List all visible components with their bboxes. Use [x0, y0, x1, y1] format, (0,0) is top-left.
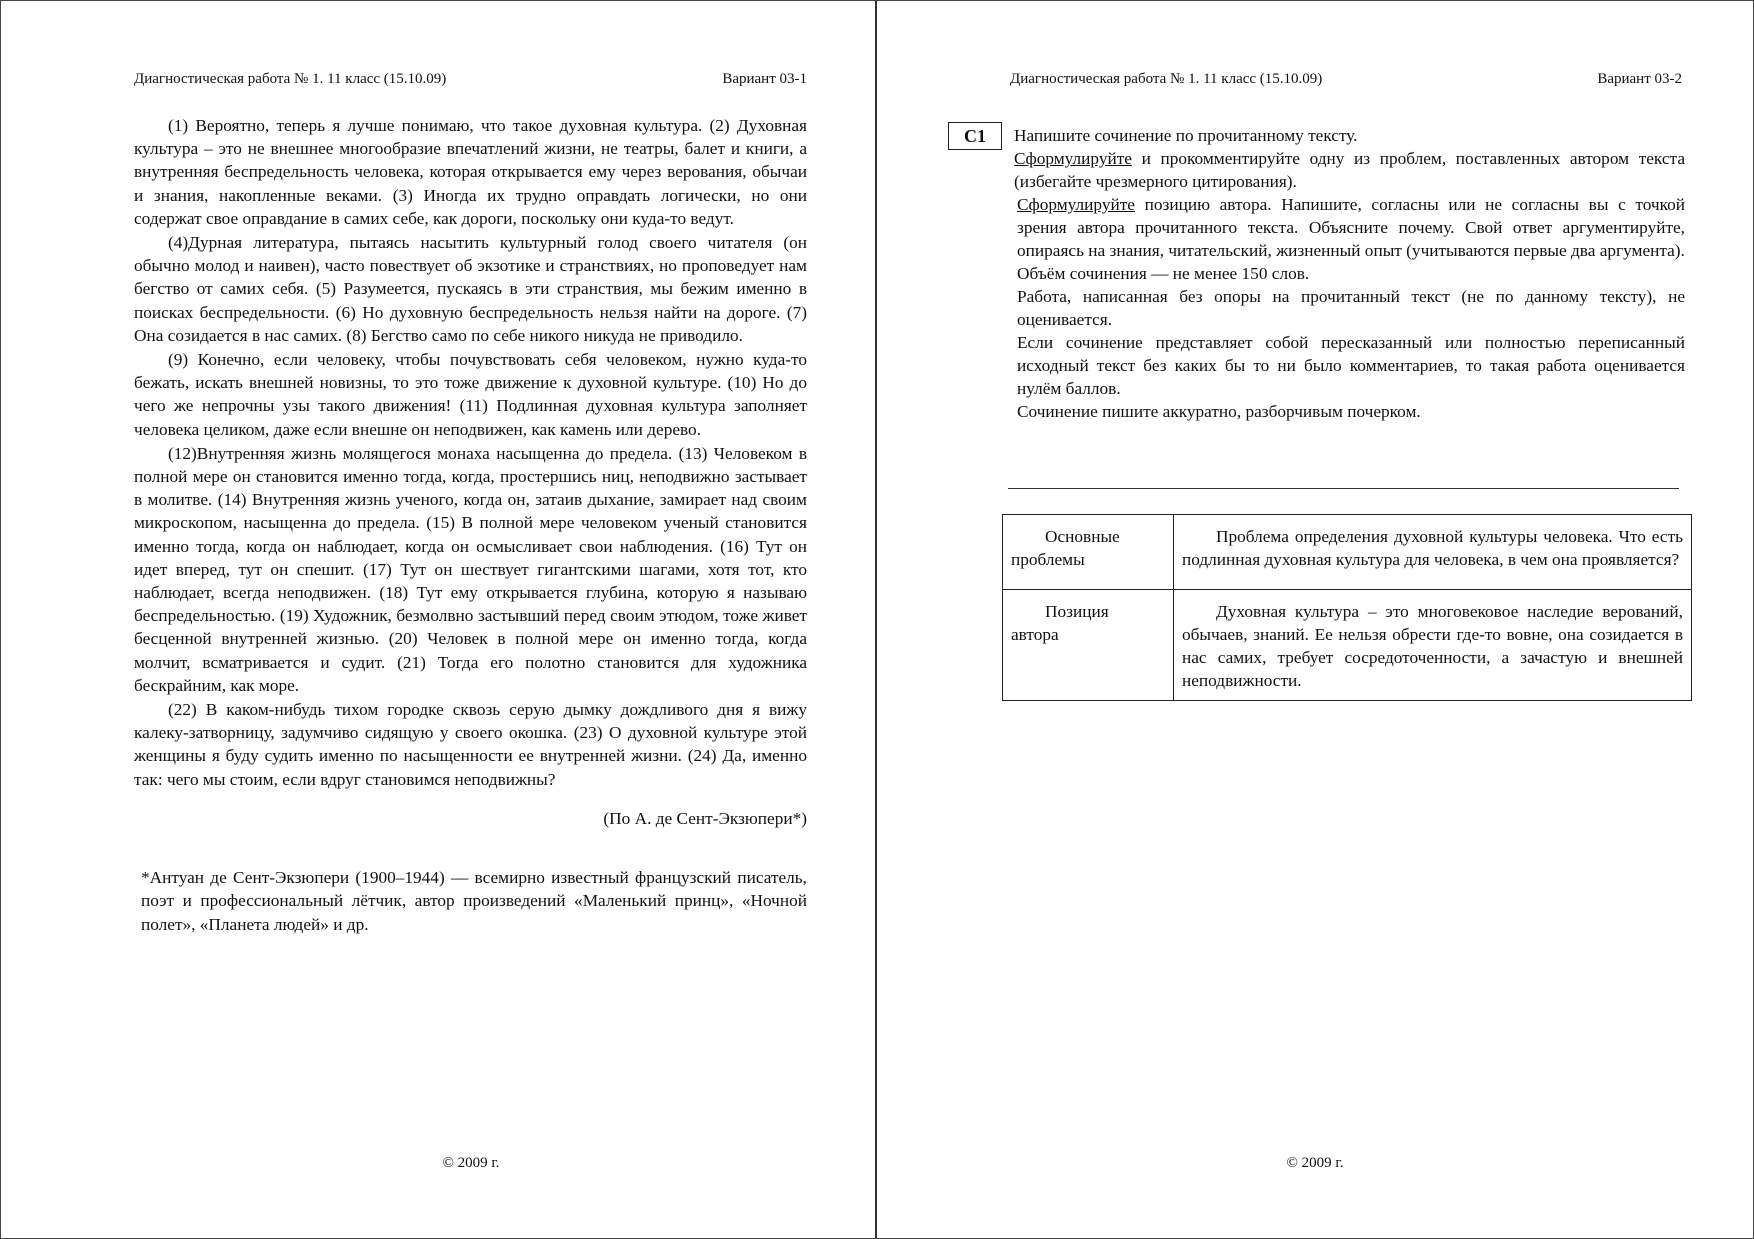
answer-key-table [1002, 514, 1692, 701]
page-header [1010, 71, 1682, 88]
task-instruction-problem: Сформулируйте и прокомментируйте одну из проблем, поставленных автором текста (избегайте чрезмерного цитирования). [1014, 149, 1685, 191]
row-label: Позиция автора [1003, 590, 1174, 701]
task-rule: Работа, написанная без опоры на прочитанный текст (не по данному тексту), не оценивается. [1017, 287, 1685, 329]
task-volume: Объём сочинения — не менее 150 слов. [1017, 264, 1310, 283]
paragraph: (9) Конечно, если человеку, чтобы почувствовать себя человеком, нужно куда-то бежать, искать внешней новизны, то это тоже движение к духовной культуре. (10) Но до чего же непрочны узы такого движения! (11) Подлинная духовная культура заполняет человека целиком, даже если внешне он неподвижен, как камень или дерево. [134, 350, 807, 439]
task-rule: Если сочинение представляет собой пересказанный или полностью переписанный исходный текст без каких бы то ни было комментариев, то такая работа оценивается нулём баллов. [1017, 333, 1685, 398]
page-footer: © 2009 г. [1286, 1155, 1344, 1171]
header-variant: Вариант 03-2 [1597, 71, 1682, 87]
table-row [1003, 515, 1692, 590]
task-rule: Сочинение пишите аккуратно, разборчивым почерком. [1017, 402, 1421, 421]
table-row [1003, 590, 1692, 701]
page-header [134, 71, 807, 88]
header-variant: Вариант 03-1 [722, 71, 807, 87]
paragraph: (12)Внутренняя жизнь молящегося монаха насыщенна до предела. (13) Человеком в полной мере он становится именно тогда, когда, простершись ниц, неподвижно застывает в молитве. (14) Внутренняя жизнь ученого, когда он, затаив дыхание, замирает над своим микроскопом, насыщенна до предела. (15) В полной мере человеком ученый становится именно тогда, когда он наблюдает, когда он осмысливает свои наблюдения. (16) Тут он идет вперед, тут он спешит. (17) Тут он шествует гигантскими шагами, хотя тот, кто наблюдает, всегда неподвижен. (18) Тут ему открывается глубина, которую я называю беспредельностью. (19) Художник, безмолвно застывший перед своим этюдом, тоже живет бесценной внутренней жизнью. (20) Человек в полной мере он именно тогда, когда молчит, всматривается и судит. (21) Тогда его полотно становится для художника бескрайним, как море. [134, 443, 807, 695]
emphasis: Сформулируйте [1017, 195, 1135, 214]
paragraph: (22) В каком-нибудь тихом городке сквозь серую дымку дождливого дня я вижу калеку-затворницу, задумчиво сидящую у своего окошка. (23) О духовной культуре этой женщины я буду судить именно по насыщенности ее внутренней жизни. (24) Да, именно так: чего мы стоим, если вдруг становимся неподвижны? [134, 700, 807, 789]
row-value: Проблема определения духовной культуры человека. Что есть подлинная духовная культура для человека, в чем она проявляется? [1174, 515, 1692, 590]
page-footer: © 2009 г. [442, 1155, 500, 1171]
task-instruction-position: Сформулируйте позицию автора. Напишите, согласны или не согласны вы с точкой зрения автора прочитанного текста. Объясните почему. Свой ответ аргументируйте, опираясь на знания, читательский, жизненный опыт (учитываются первые два аргумента). [1017, 195, 1685, 260]
emphasis: Сформулируйте [1014, 149, 1132, 168]
source-text [134, 114, 807, 937]
footnote: *Антуан де Сент-Экзюпери (1900–1944) — всемирно известный французский писатель, поэт и профессиональный лётчик, автор произведений «Маленький принц», «Ночной полет», «Планета людей» и др. [141, 868, 807, 934]
row-value: Духовная культура – это многовековое наследие верований, обычаев, знаний. Ее нельзя обрести где-то вовне, она созидается в нас самих, требует сосредоточенности, а зачастую и внешней неподвижности. [1174, 590, 1692, 701]
row-label: Основные проблемы [1003, 515, 1174, 590]
paragraph: (4)Дурная литература, пытаясь насытить культурный голод своего читателя (он обычно молод и наивен), часто повествует об экзотике и странствиях, но проповедует нам бегство от самих себя. (5) Разумеется, пускаясь в эти странствия, мы бежим именно в поисках беспредельности. (6) Но духовную беспредельность нельзя найти на дороге. (7) Она созидается в нас самих. (8) Бегство само по себе никого никуда не приводило. [134, 233, 807, 345]
task-instructions [1014, 124, 1685, 423]
header-title: Диагностическая работа № 1. 11 класс (15.10.09) [134, 71, 447, 87]
attribution: (По А. де Сент-Экзюпери*) [603, 808, 807, 828]
paragraph: (1) Вероятно, теперь я лучше понимаю, что такое духовная культура. (2) Духовная культура – это не внешнее многообразие впечатлений жизни, не театры, балет и книги, а внутренняя беспредельность человека, которая открывается ему через верования, обычаи и знания, накопленные веками. (3) Иногда их трудно оправдать логически, но они содержат свое оправдание в самих себе, как дороги, поскольку они куда-то ведут. [134, 116, 807, 228]
header-title: Диагностическая работа № 1. 11 класс (15.10.09) [1010, 71, 1323, 87]
task-label: С1 [948, 122, 1002, 150]
divider [1008, 488, 1679, 489]
right-page [877, 1, 1753, 1238]
left-page [1, 1, 877, 1238]
task-intro: Напишите сочинение по прочитанному тексту. [1014, 126, 1358, 145]
